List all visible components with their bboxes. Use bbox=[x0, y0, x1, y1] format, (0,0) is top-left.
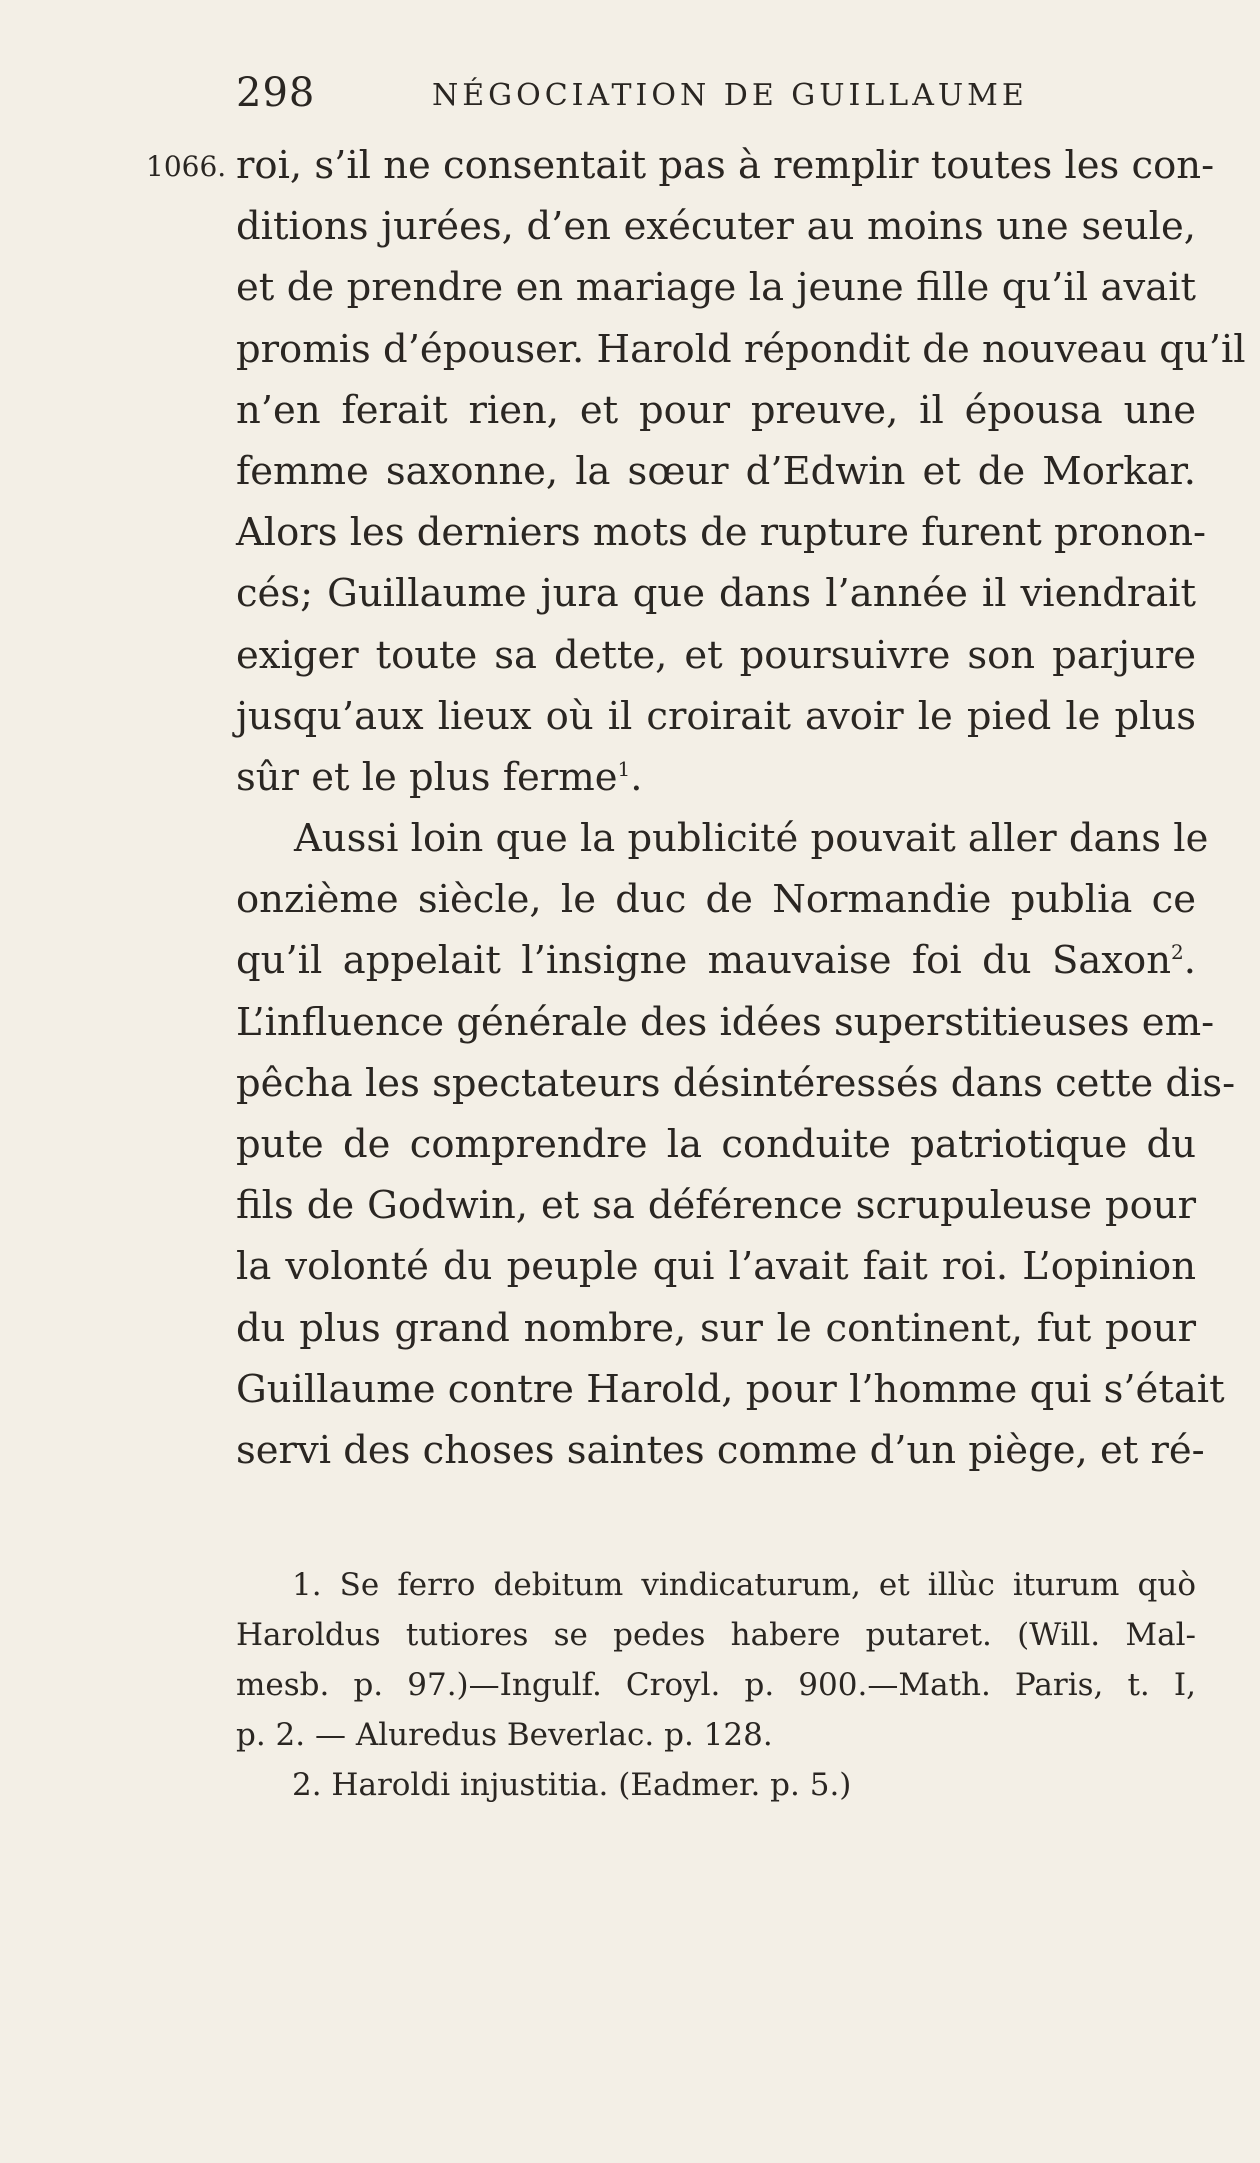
text-line: promis d’épouser. Harold répondit de nouveau qu’il bbox=[236, 326, 1246, 372]
text-line: du plus grand nombre, sur le continent, fut pour bbox=[236, 1305, 1196, 1351]
text-line: fils de Godwin, et sa déférence scrupuleuse pour bbox=[236, 1183, 1196, 1229]
footnote-line: p. 2. — Aluredus Beverlac. p. 128. bbox=[236, 1717, 773, 1753]
text-line: femme saxonne, la sœur d’Edwin et de Morkar. bbox=[236, 448, 1196, 494]
body-text bbox=[236, 135, 1246, 1481]
text-line: qu’il appelait l’insigne mauvaise foi du Saxon bbox=[236, 938, 1172, 984]
text-line: pute de comprendre la conduite patriotique du bbox=[236, 1122, 1196, 1167]
text-line: la volonté du peuple qui l’avait fait roi. L’opinion bbox=[236, 1244, 1196, 1290]
text-line: sûr et le plus ferme bbox=[236, 754, 618, 800]
text-line: Aussi loin que la publicité pouvait aller dans le bbox=[294, 816, 1209, 862]
text-line: L’influence générale des idées superstitieuses em- bbox=[236, 999, 1215, 1045]
text-line: onzième siècle, le duc de Normandie publia ce bbox=[236, 877, 1196, 923]
footnote-ref: 2 bbox=[1171, 940, 1184, 965]
text-line: servi des choses saintes comme d’un piège, et ré- bbox=[236, 1427, 1205, 1473]
footnote-line: 2. Haroldi injustitia. (Eadmer. p. 5.) bbox=[292, 1767, 852, 1803]
text-line: ditions jurées, d’en exécuter au moins une seule, bbox=[236, 204, 1196, 250]
text-line: roi, s’il ne consentait pas à remplir toutes les con- bbox=[236, 143, 1215, 188]
footnote-line: Haroldus tutiores se pedes habere putaret. (Will. Mal- bbox=[236, 1617, 1196, 1653]
footnote-line: mesb. p. 97.)—Ingulf. Croyl. p. 900.—Math. Paris, t. I, bbox=[236, 1667, 1196, 1703]
text-line: exiger toute sa dette, et poursuivre son parjure bbox=[236, 632, 1196, 678]
footnotes bbox=[236, 1560, 1196, 1810]
text-line-with-note: qu’il appelait l’insigne mauvaise foi du Saxon$^2$. bbox=[236, 938, 1196, 984]
text-line: cés; Guillaume jura que dans l’année il viendrait bbox=[236, 571, 1196, 617]
text-line: Alors les derniers mots de rupture furent pronon- bbox=[236, 510, 1207, 556]
page-number: 298 bbox=[236, 70, 316, 116]
text-line: Guillaume contre Harold, pour l’homme qui s’était bbox=[236, 1366, 1225, 1412]
text-line-with-note: sûr et le plus ferme$^1$. bbox=[236, 754, 643, 800]
footnote-ref: 1 bbox=[617, 757, 631, 782]
text-line: n’en ferait rien, et pour preuve, il épousa une bbox=[236, 387, 1196, 433]
running-title: NÉGOCIATION DE GUILLAUME bbox=[432, 78, 1028, 113]
page-header bbox=[236, 70, 1236, 130]
text-line: et de prendre en mariage la jeune fille qu’il avait bbox=[236, 265, 1196, 311]
margin-year: 1066. bbox=[146, 150, 227, 183]
text-line: pêcha les spectateurs désintéressés dans cette dis- bbox=[236, 1060, 1236, 1106]
text-line: jusqu’aux lieux où il croirait avoir le pied le plus bbox=[236, 693, 1196, 739]
footnote-line: 1. Se ferro debitum vindicaturum, et illùc iturum quò bbox=[292, 1567, 1196, 1603]
